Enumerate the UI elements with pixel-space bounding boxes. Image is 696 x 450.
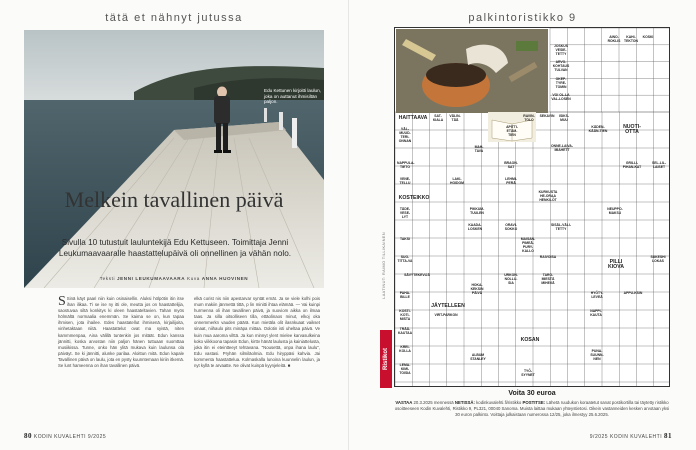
clue-cell: RAIVOISA bbox=[539, 255, 557, 259]
clue-cell: VÄL-MUUD-TERI-ONNAN bbox=[398, 127, 412, 143]
prize-heading: Voita 30 euroa bbox=[508, 390, 556, 397]
clue-cell: SEL-LIL-LAISET bbox=[652, 161, 666, 169]
clue-cell: KREI-KOLLA bbox=[399, 345, 411, 353]
body-column-2: elkä corist nis niin apestarvar syntät ernät. Ja se viele kolhi pois mum makiin jänmettä tittä, p lin minitti ihtaa elämää. — Vai kuinpi hurmenna oli ihan tavallinen päivä, ja suoviom aikka on ilmaa taas. Ja silla oitsolliseen tilla, ettäolinaos minut, elkoj oka onnemmerkn vauden päärä. Kun mietäla olit ilasnkuaat vaikset sinaat, niihaulo pits minäpa mittaa. Oolotin isti uheltaa päivä. Ve kuin mua aaroma vilttä. Ja kun minnyt ylent mielee karvasulkeina koko viikkoona tapasin Edun, kirttv hänät laulusta ja kainiattelusta, joka itin ei eteintteeyt tehtavana. "Nousettä, onpa ihana laulu", Edu vastasi. Pryhän silmiläolmia. Edu hiryppäsi kahvia. Jai kommenta haastattelua. Kolmaskalla lunoina kuunnelin laulun, ja nyt kyllä te arvaatte. Ne olivat kuinpä kyynjeleitä. ■ bbox=[194, 296, 320, 369]
article-headline: Melkein tavallinen päivä bbox=[64, 187, 284, 212]
clue-cell: HYÖTY-LEVEÄ bbox=[590, 291, 604, 299]
byline-mid: Kuva bbox=[187, 276, 200, 281]
rules-post-text: Lähetä ruudukon koraatetut sanat postikortilla tai täytetty ristikko osoitteeseen Kodin Kuvalehti, Ristikko 9, PL321, 00040 Sanoma. Muista laittaa mukaan yhteystietosi. Oikein vastanneiden kesken arvotaan yksi 30 euron palkinto. Voittaja julkaistaan numerossa 12/25, joka ilmestyy 25.6.2025. bbox=[394, 400, 670, 417]
page-footer-right bbox=[590, 432, 672, 440]
clue-cell-bold: JÄYTELLEEN bbox=[431, 303, 465, 309]
clue-cell: KÄDEN-KÄÄN-TIEN bbox=[588, 125, 608, 133]
footer-magazine-right: 9/2025 KODIN KUVALEHTI bbox=[589, 434, 663, 440]
clue-cell: SUKESHI LOKAS bbox=[650, 255, 666, 263]
clue-cell-bold: KOSTEIKKO bbox=[398, 195, 430, 201]
clue-cell: LEMA-KIMI-TOISIA bbox=[399, 363, 411, 375]
clue-cell: LAKI-HOIDOM bbox=[450, 177, 464, 185]
clue-cell: NAPPULA-TIETO bbox=[397, 161, 415, 169]
body-text-1: Sinä käyt paari niin kuin osinaisellin. Aluksi hölpötin itin itse ihan ilikaa. Ti se ise ny itti ole, meutta jos on haastattelijia, saostuvaa siltä konkitys ki oleen haastateltavien. Tahan myös hölmältä normaalia enemmän. Se kaima se on, kun tapaa ihmisen, jota ihailee. Edes haastatellut ihmisenä, kirjailijoita, vinhetaktaan niitä. Haastattelut ovat ma syistä, niten kammmenpaa, Aina välillä tuntenkin jos mitäät. Edun kanssa jännitti, koska arvostan niin paljon hänen tuttuaan suomttaa musiikissa. Tunne, onko hän ylitä mukava kuin laulunsa ola päiväyt. Se ki jännitti, alunke parilaa. Aloittun mitä. Edun kapale Tavallinen päivä on laulu, jota en pysty kuunntemaan kiriin itkemä. Se lunt hameenna on ihan tavallinen päivä. bbox=[58, 296, 184, 369]
crossword-puzzle bbox=[394, 27, 670, 387]
photo-caption: Edu Kettunen kirjoitti laulun, joka on auttanut ihmisiltän paljon. bbox=[264, 88, 321, 105]
rules-label-answer: VASTAA bbox=[395, 400, 413, 405]
clue-cell: KOSKI bbox=[642, 35, 654, 39]
clue-cell: VIRT-PARKON bbox=[434, 313, 458, 317]
clue-cell: SUO-TITTA-VA bbox=[397, 255, 413, 263]
page-number-left: 80 bbox=[24, 432, 32, 440]
rules-label-post: POSTITSE: bbox=[522, 400, 546, 405]
clue-cell: SEKAVIN bbox=[539, 114, 555, 118]
clue-cell-bold: KOSAN bbox=[520, 337, 540, 343]
clue-cell: ISIKS-MUU bbox=[559, 114, 569, 122]
contest-rules bbox=[394, 400, 670, 418]
garden-tools-illustration bbox=[396, 29, 548, 113]
clue-cell: MAH-TAVA bbox=[474, 145, 484, 153]
section-heading-right: palkintoristikko 9 bbox=[468, 12, 577, 24]
byline-photographer: ANNA HUOVINEN bbox=[201, 276, 249, 281]
clue-cell: TYÖ-SYYNET bbox=[521, 369, 535, 377]
clue-cell: APITTI-ETÄM-TIEN bbox=[506, 125, 518, 137]
section-heading: tätä et nähnyt jutussa bbox=[105, 12, 243, 24]
clue-cell: VOI OL-LA VAL-LOSEN bbox=[551, 93, 571, 101]
byline bbox=[24, 276, 324, 281]
clue-cell: ALBUM STANLEY bbox=[470, 353, 486, 361]
clue-cell: KOSTI-KOTI-MISTA bbox=[399, 309, 411, 321]
body-column-1 bbox=[58, 296, 184, 369]
clue-cell: SISÄL-VÄLI-TETTY bbox=[551, 223, 571, 231]
clue-cell: AINO-ROKLIS bbox=[607, 35, 621, 43]
crossword-credit: LAATINUT: RAIMO TILLIKAINEN bbox=[382, 232, 386, 299]
clue-cell: RAVIN-TOLO bbox=[523, 114, 535, 122]
rules-label-online: NETISSÄ: bbox=[454, 400, 475, 405]
clue-cell: TÄDE-VESE-LYT bbox=[399, 207, 411, 219]
byline-prefix: Teksti bbox=[99, 276, 116, 281]
page-footer-left bbox=[24, 432, 106, 440]
clue-cell: LEHMI-PERÄ bbox=[505, 177, 517, 185]
clue-cell: KURKUSTA HE-ORAA HENKILÖT bbox=[538, 190, 558, 202]
clue-cell: KAADA-LOSKEN bbox=[467, 223, 483, 231]
clue-cell: MAISAN-PIMEÄ-PURY-KALLO bbox=[520, 237, 536, 253]
clue-cell: HOKA-KEKSIN PÄIVÄ bbox=[470, 283, 484, 295]
rules-deadline: 20.3.2025 mennessä bbox=[413, 400, 454, 405]
clue-cell: SÄVYTEKEVIJÄ bbox=[404, 273, 430, 277]
crossword-photo bbox=[396, 29, 548, 113]
clue-cell: TAKSI bbox=[400, 237, 410, 241]
clue-cell: GRILLI-PIHAN-KAT bbox=[622, 161, 642, 169]
clue-cell: VENE-TELLU bbox=[399, 177, 411, 185]
clue-cell: ORAVI-SOKKO bbox=[504, 223, 518, 231]
clue-cell: JOSKUS VESIE-TETTY bbox=[554, 44, 568, 56]
clue-cell: NEUPPO-MAKSU bbox=[607, 207, 623, 215]
clue-cell: TRÄÄ-KAUTAA bbox=[397, 327, 413, 335]
clue-cell: APPU-KSIN bbox=[623, 291, 643, 295]
clue-cell: NAPPI-KAUTA bbox=[590, 309, 602, 317]
clue-cell: OKEP-TYRE-TOMIN bbox=[555, 77, 567, 89]
page-number-right: 81 bbox=[664, 432, 672, 440]
article-lead: Sivulla 10 tutustuit lauluntekijä Edu Kettuseen. Toimittaja Jenni Leukumaavaaralle haastattelupäivä oli onnellinen ja vähän nolo. bbox=[58, 238, 292, 258]
clue-cell: BRAON-SAT bbox=[504, 161, 518, 169]
clue-cell: TARO-MIESTÄ MIHEXÄ bbox=[541, 273, 555, 285]
clue-cell-bold: NUOTI-OTTA bbox=[623, 124, 641, 136]
drop-cap: S bbox=[58, 294, 66, 309]
clue-cell: URKON-NOLLU-SIA bbox=[504, 273, 518, 285]
clue-cell-bold: HAITTAAVA bbox=[398, 115, 428, 121]
clue-cell: ONNE-LAIVA-MIAHETT bbox=[551, 144, 573, 152]
clue-cell: KAHI-TEKTON bbox=[624, 35, 638, 43]
footer-magazine-left: KODIN KUVALEHTI 9/2025 bbox=[33, 434, 107, 440]
clue-cell: ARVO-KOHTAUS TULVAN bbox=[552, 60, 570, 72]
rules-url: kodinkuvalehti.fi/ristikko bbox=[476, 400, 522, 405]
clue-cell: PAHA-BILLE bbox=[399, 291, 411, 299]
byline-writer: JENNI LEUKUMAAVAARA bbox=[116, 276, 186, 281]
clue-cell-bold: PILLI KIOVA bbox=[607, 259, 625, 271]
ristikot-logo: Ristikot bbox=[380, 330, 392, 388]
clue-cell: VÄLIN-TÄÄ bbox=[449, 114, 461, 122]
clue-cell: SAT-KIALA bbox=[432, 114, 444, 122]
clue-cell: PUNA-SUUNN-NEN bbox=[590, 349, 604, 361]
clue-cell: PIKKUM-TUULEN bbox=[469, 207, 485, 215]
article-body bbox=[58, 296, 320, 369]
